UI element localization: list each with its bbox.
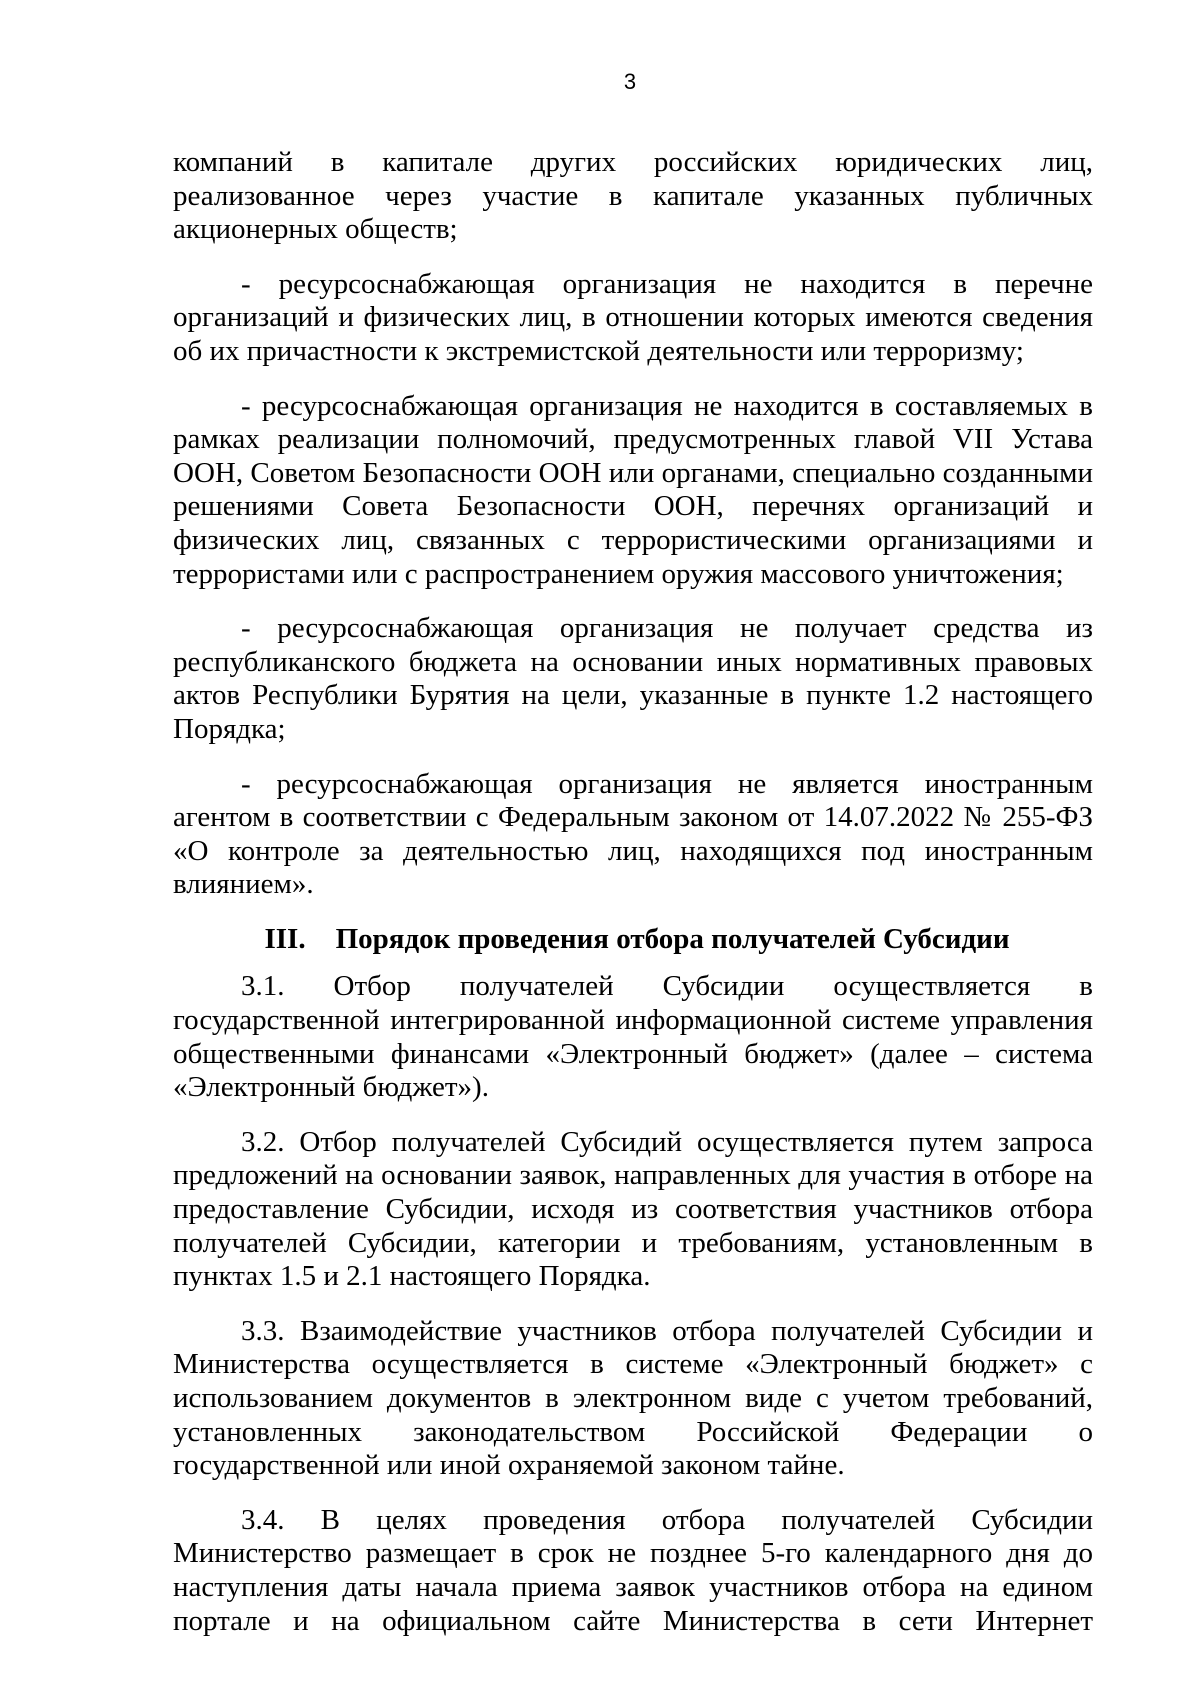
paragraph-continuation: компаний в капитале других российских юридических лиц, реализованное через участие в капитале указанных публичных акционерных обществ; — [173, 146, 1093, 246]
clause-3-3: 3.3. Взаимодействие участников отбора получателей Субсидии и Министерства осуществляется в системе «Электронный бюджет» с использованием документов в электронном виде с учетом требований, установленных законодательством Российской Федерации о государственной или иной охраняемой законом тайне. — [173, 1314, 1093, 1482]
clause-3-4: 3.4. В целях проведения отбора получателей Субсидии Министерство размещает в срок не позднее 5-го календарного дня до наступления даты начала приема заявок участников отбора на едином портале и на официальном сайте Министерства в сети Интернет — [173, 1503, 1093, 1637]
document-body — [173, 146, 1093, 1638]
list-item-extremism-check: - ресурсоснабжающая организация не находится в перечне организаций и физических лиц, в отношении которых имеются сведения об их причастности к экстремистской деятельности или терроризму; — [173, 267, 1093, 367]
page-number: 3 — [623, 69, 637, 94]
list-item-un-sanctions-check: - ресурсоснабжающая организация не находится в составляемых в рамках реализации полномочий, предусмотренных главой VII Устава ООН, Советом Безопасности ООН или органами, специально созданными решениями Совета Безопасности ООН, перечнях организаций и физических лиц, связанных с террористическими организациями и террористами или с распространением оружия массового уничтожения; — [173, 389, 1093, 590]
list-item-budget-funds-check: - ресурсоснабжающая организация не получает средства из республиканского бюджета на основании иных нормативных правовых актов Республики Бурятия на цели, указанные в пункте 1.2 настоящего Порядка; — [173, 612, 1093, 745]
section-title: Порядок проведения отбора получателей Субсидии — [335, 922, 1010, 955]
list-item-foreign-agent-check: - ресурсоснабжающая организация не является иностранным агентом в соответствии с Федеральным законом от 14.07.2022 № 255-ФЗ «О контроле за деятельностью лиц, находящихся под иностранным влиянием». — [173, 767, 1093, 901]
clause-3-2: 3.2. Отбор получателей Субсидий осуществляется путем запроса предложений на основании заявок, направленных для участия в отборе на предоставление Субсидии, исходя из соответствия участников отбора получателей Субсидии, категории и требованиям, установленным в пунктах 1.5 и 2.1 настоящего Порядка. — [173, 1125, 1093, 1293]
section-number: III. — [264, 922, 306, 955]
clause-3-1: 3.1. Отбор получателей Субсидии осуществляется в государственной интегрированной информационной системе управления общественными финансами «Электронный бюджет» (далее – система «Электронный бюджет»). — [173, 970, 1093, 1104]
section-heading — [173, 923, 1093, 957]
